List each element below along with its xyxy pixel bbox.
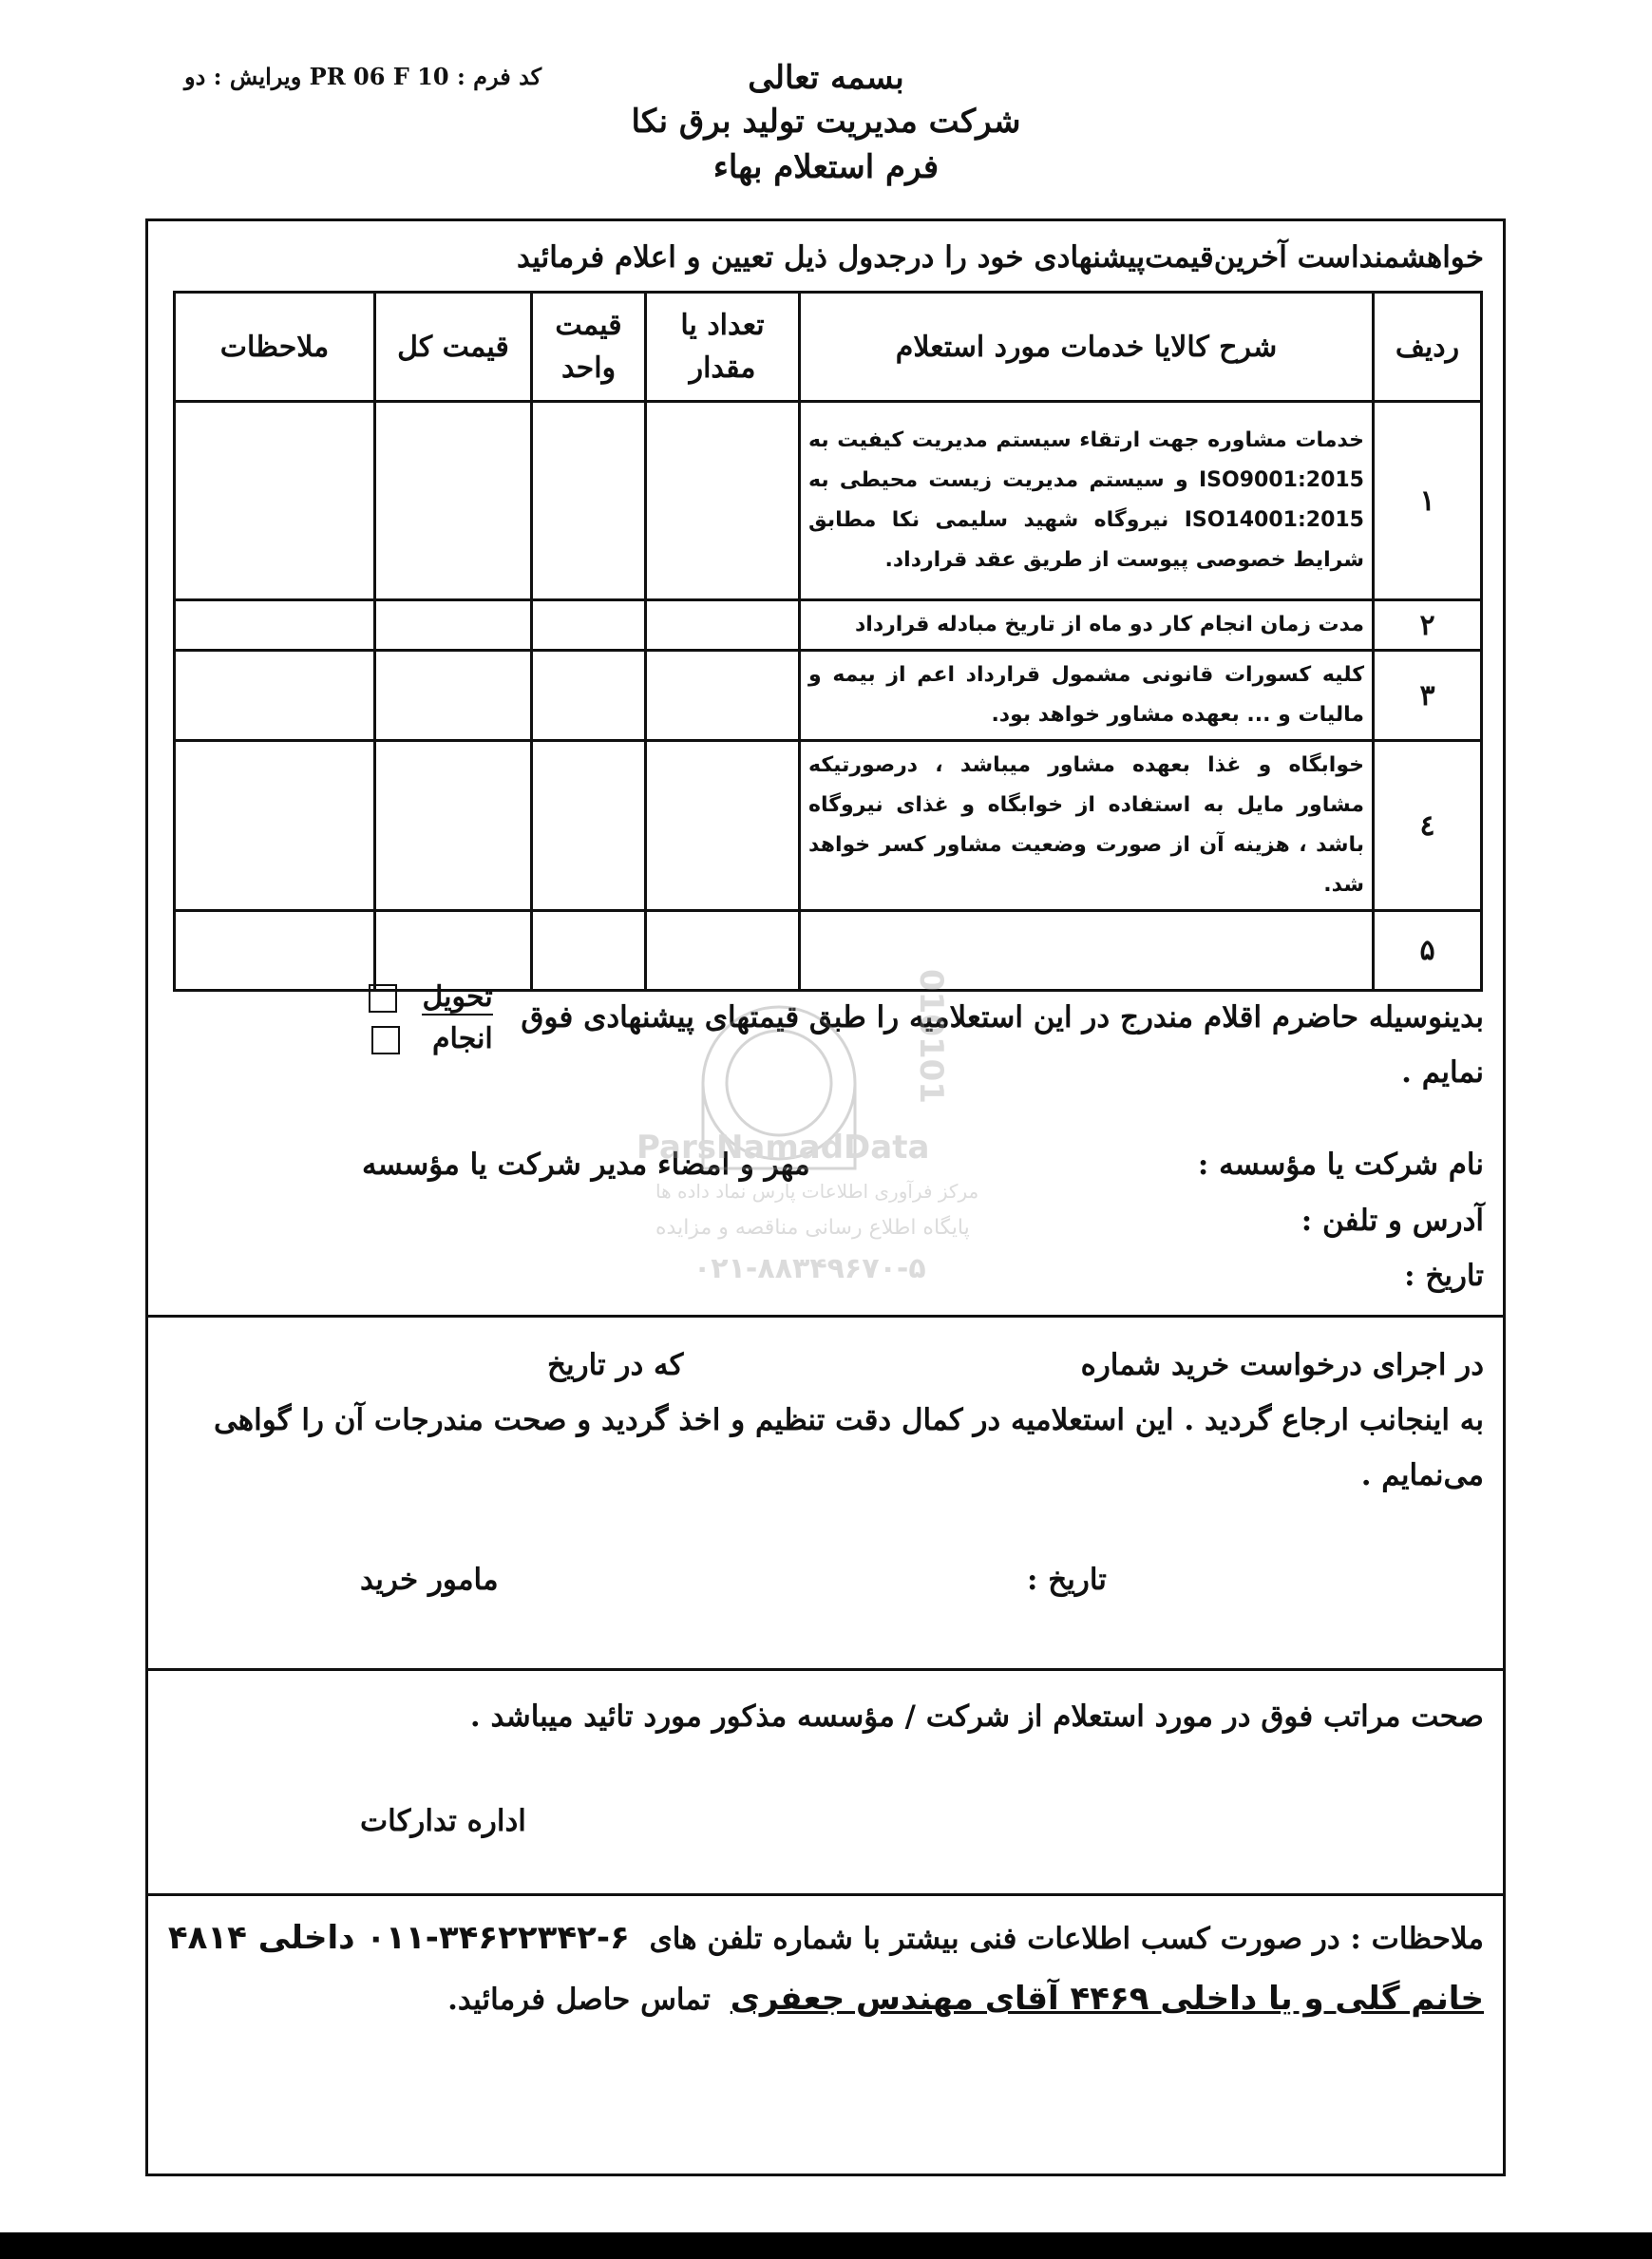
row-total-price [375, 741, 532, 911]
purchase-line-3: می‌نمایم . [1360, 1458, 1484, 1492]
row-unit-price [532, 911, 646, 991]
row-total-price [375, 651, 532, 741]
notes-prefix: ملاحظات : در صورت کسب اطلاعات فنی بیشتر با شماره تلفن های [649, 1922, 1484, 1956]
form-code-value: PR 06 F 10 [309, 63, 449, 90]
row-quantity [646, 741, 800, 911]
perform-checkbox[interactable] [371, 1026, 400, 1054]
basmala: بسمه تعالی [748, 59, 904, 97]
notes-phone: ۶-۳۴۶۲۲۳۴۲-۰۱۱ داخلی ۴۸۱۴ [167, 1919, 630, 1957]
row-number: ۱ [1374, 402, 1482, 600]
row-number: ۲ [1374, 600, 1482, 651]
scan-bottom-bar [0, 2232, 1652, 2259]
table-row [175, 741, 1482, 911]
row-quantity [646, 600, 800, 651]
row-notes [175, 741, 375, 911]
approval-department: اداره تدارکات [360, 1804, 526, 1838]
form-code-label: کد فرم : [456, 63, 542, 90]
watermark-sub1: مرکز فرآوری اطلاعات پارس نماد داده ها [655, 1180, 979, 1203]
table-row [175, 402, 1482, 600]
col-notes: ملاحظات [175, 293, 375, 402]
watermark-binary: 010101 [912, 969, 950, 1104]
approval-text: صحت مراتب فوق در مورد استعلام از شرکت / مؤسسه مذکور مورد تائید میباشد . [469, 1699, 1484, 1734]
row-unit-price [532, 402, 646, 600]
delivery-checkbox[interactable] [369, 984, 397, 1013]
option-delivery[interactable] [369, 978, 493, 1016]
option-perform-label: انجام [431, 1022, 493, 1055]
row-total-price [375, 600, 532, 651]
row-notes [175, 402, 375, 600]
watermark-phone: ۰۲۱-۸۸۳۴۹۶۷۰-۵ [693, 1252, 926, 1285]
col-total-price: قیمت کل [375, 293, 532, 402]
notes-contact: خانم گلی و یا داخلی ۴۴۶۹ آقای مهندس جعفری [730, 1980, 1484, 2018]
col-unit-price: قیمت واحد [532, 293, 646, 402]
date-label: تاریخ : [1404, 1259, 1484, 1293]
form-title: فرم استعلام بهاء [712, 148, 940, 186]
col-quantity: تعداد یا مقدار [646, 293, 800, 402]
row-number: ۵ [1374, 911, 1482, 991]
row-description: مدت زمان انجام کار دو ماه از تاریخ مبادله قرارداد [800, 600, 1374, 651]
row-notes [175, 911, 375, 991]
request-intro: خواهشمنداست آخرین‌قیمت‌پیشنهادی خود را درجدول ذیل تعیین و اعلام فرمائید [516, 240, 1484, 275]
row-description: کلیه کسورات قانونی مشمول قرارداد اعم از بیمه و مالیات و ... بعهده مشاور خواهد بود. [800, 651, 1374, 741]
purchase-date: تاریخ : [1027, 1563, 1107, 1597]
watermark-sub2: پایگاه اطلاع رسانی مناقصه و مزایده [655, 1216, 970, 1240]
row-description: خدمات مشاوره جهت ارتقاء سیستم مدیریت کیفیت به ISO9001:2015 و سیستم مدیریت زیست محیطی به ISO14001:2015 نیروگاه شهید سلیمی نکا مطابق شرایط خصوصی پیوست از طریق عقد قرارداد. [800, 402, 1374, 600]
notes-line-1 [168, 1919, 1484, 1957]
row-description: خوابگاه و غذا بعهده مشاور میباشد ، درصورتیکه مشاور مایل به استفاده از خوابگاه و غذای نیروگاه باشد ، هزینه آن از صورت وضعیت مشاور کسر خواهد شد. [800, 741, 1374, 911]
row-quantity [646, 651, 800, 741]
row-number: ٤ [1374, 741, 1482, 911]
table-row [175, 651, 1482, 741]
purchase-section [145, 1315, 1506, 1671]
company-name: شرکت مدیریت تولید برق نکا [631, 103, 1021, 141]
purchase-date-ref: که در تاریخ [547, 1348, 684, 1382]
row-notes [175, 651, 375, 741]
purchase-line-2: به اینجانب ارجاع گردید . این استعلامیه در کمال دقت تنظیم و اخذ گردید و صحت مندرجات آن را گواهی [213, 1403, 1484, 1437]
delivery-options [369, 978, 493, 1058]
approval-section [145, 1668, 1506, 1896]
offer-line-2: نمایم . [1401, 1055, 1484, 1090]
watermark-logo [636, 969, 1016, 1311]
row-number: ۳ [1374, 651, 1482, 741]
purchase-officer: مامور خرید [360, 1563, 499, 1597]
row-notes [175, 600, 375, 651]
offer-line-1: بدینوسیله حاضرم اقلام مندرج در این استعلامیه را طبق قیمتهای پیشنهادی فوق [521, 1000, 1484, 1035]
row-quantity [646, 402, 800, 600]
form-code [184, 63, 541, 90]
notes-line-2 [447, 1980, 1484, 2018]
stamp-signature-label: مهر و امضاء مدیر شرکت یا مؤسسه [362, 1148, 810, 1182]
row-unit-price [532, 741, 646, 911]
company-name-label: نام شرکت یا مؤسسه : [1197, 1148, 1484, 1182]
option-perform[interactable] [369, 1020, 493, 1058]
version-label: ویرایش : دو [184, 63, 302, 90]
items-table [173, 291, 1483, 992]
table-row [175, 600, 1482, 651]
row-unit-price [532, 651, 646, 741]
col-row: ردیف [1374, 293, 1482, 402]
watermark-brand: ParsNamadData [636, 1129, 930, 1167]
table-header-row [175, 293, 1482, 402]
row-unit-price [532, 600, 646, 651]
purchase-request-no: در اجرای درخواست خرید شماره [1080, 1348, 1484, 1382]
notes-section [145, 1893, 1506, 2176]
address-phone-label: آدرس و تلفن : [1301, 1204, 1484, 1238]
notes-suffix: تماس حاصل فرمائید. [447, 1983, 711, 2017]
row-total-price [375, 402, 532, 600]
col-description: شرح کالایا خدمات مورد استعلام [800, 293, 1374, 402]
option-delivery-label: تحویل [422, 980, 493, 1014]
